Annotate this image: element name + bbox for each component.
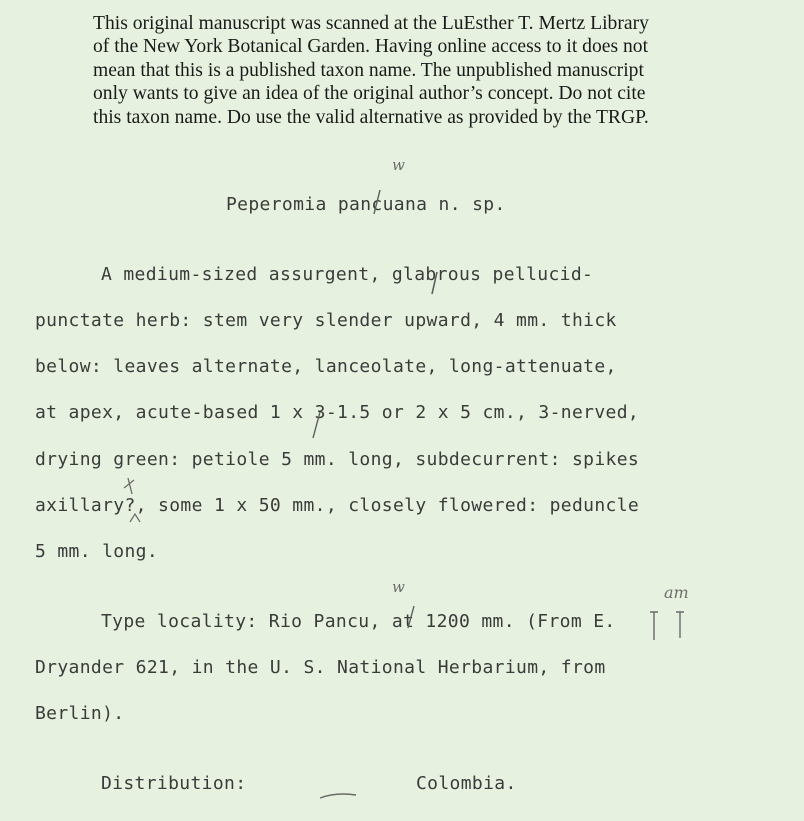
description-line: axillary?, some 1 x 50 mm., closely flowered: peduncle xyxy=(35,495,640,516)
type-locality-line: Berlin). xyxy=(35,703,125,724)
handwritten-locality-mark: w xyxy=(392,578,405,596)
notice-line: This original manuscript was scanned at the LuEsther T. Mertz Library xyxy=(93,13,649,34)
notice-line: only wants to give an idea of the original author’s concept. Do not cite xyxy=(93,83,646,105)
handwritten-correction-mark: am xyxy=(664,583,689,602)
notice-line: of the New York Botanical Garden. Having online access to it does not xyxy=(93,36,649,58)
distribution-value: Colombia. xyxy=(416,773,517,794)
library-notice xyxy=(93,12,773,129)
description-line: punctate herb: stem very slender upward, 4 mm. thick xyxy=(35,310,617,331)
type-locality-line: Type locality: Rio Pancu, at 1200 mm. (From E. xyxy=(101,611,616,632)
description-line: A medium-sized assurgent, glabrous pellucid- xyxy=(101,264,594,285)
description-line: at apex, acute-based 1 x 3-1.5 or 2 x 5 cm., 3-nerved, xyxy=(35,402,640,423)
description-line: below: leaves alternate, lanceolate, long-attenuate, xyxy=(35,356,617,377)
type-locality-line: Dryander 621, in the U. S. National Herbarium, from xyxy=(35,657,606,678)
notice-line: mean that this is a published taxon name. The unpublished manuscript xyxy=(93,59,644,81)
description-line: 5 mm. long. xyxy=(35,541,159,562)
query-mark-stroke xyxy=(124,478,134,494)
description-line: drying green: petiole 5 mm. long, subdecurrent: spikes xyxy=(35,449,640,470)
distribution-label: Distribution: xyxy=(101,773,247,794)
species-title: Peperomia pancuana n. sp. xyxy=(226,194,506,215)
handwritten-title-mark: w xyxy=(392,156,405,174)
notice-line: this taxon name. Do use the valid alternative as provided by the TRGP. xyxy=(93,106,649,128)
correction-bracket-stroke xyxy=(650,612,684,640)
distribution-dash-stroke xyxy=(320,794,356,798)
